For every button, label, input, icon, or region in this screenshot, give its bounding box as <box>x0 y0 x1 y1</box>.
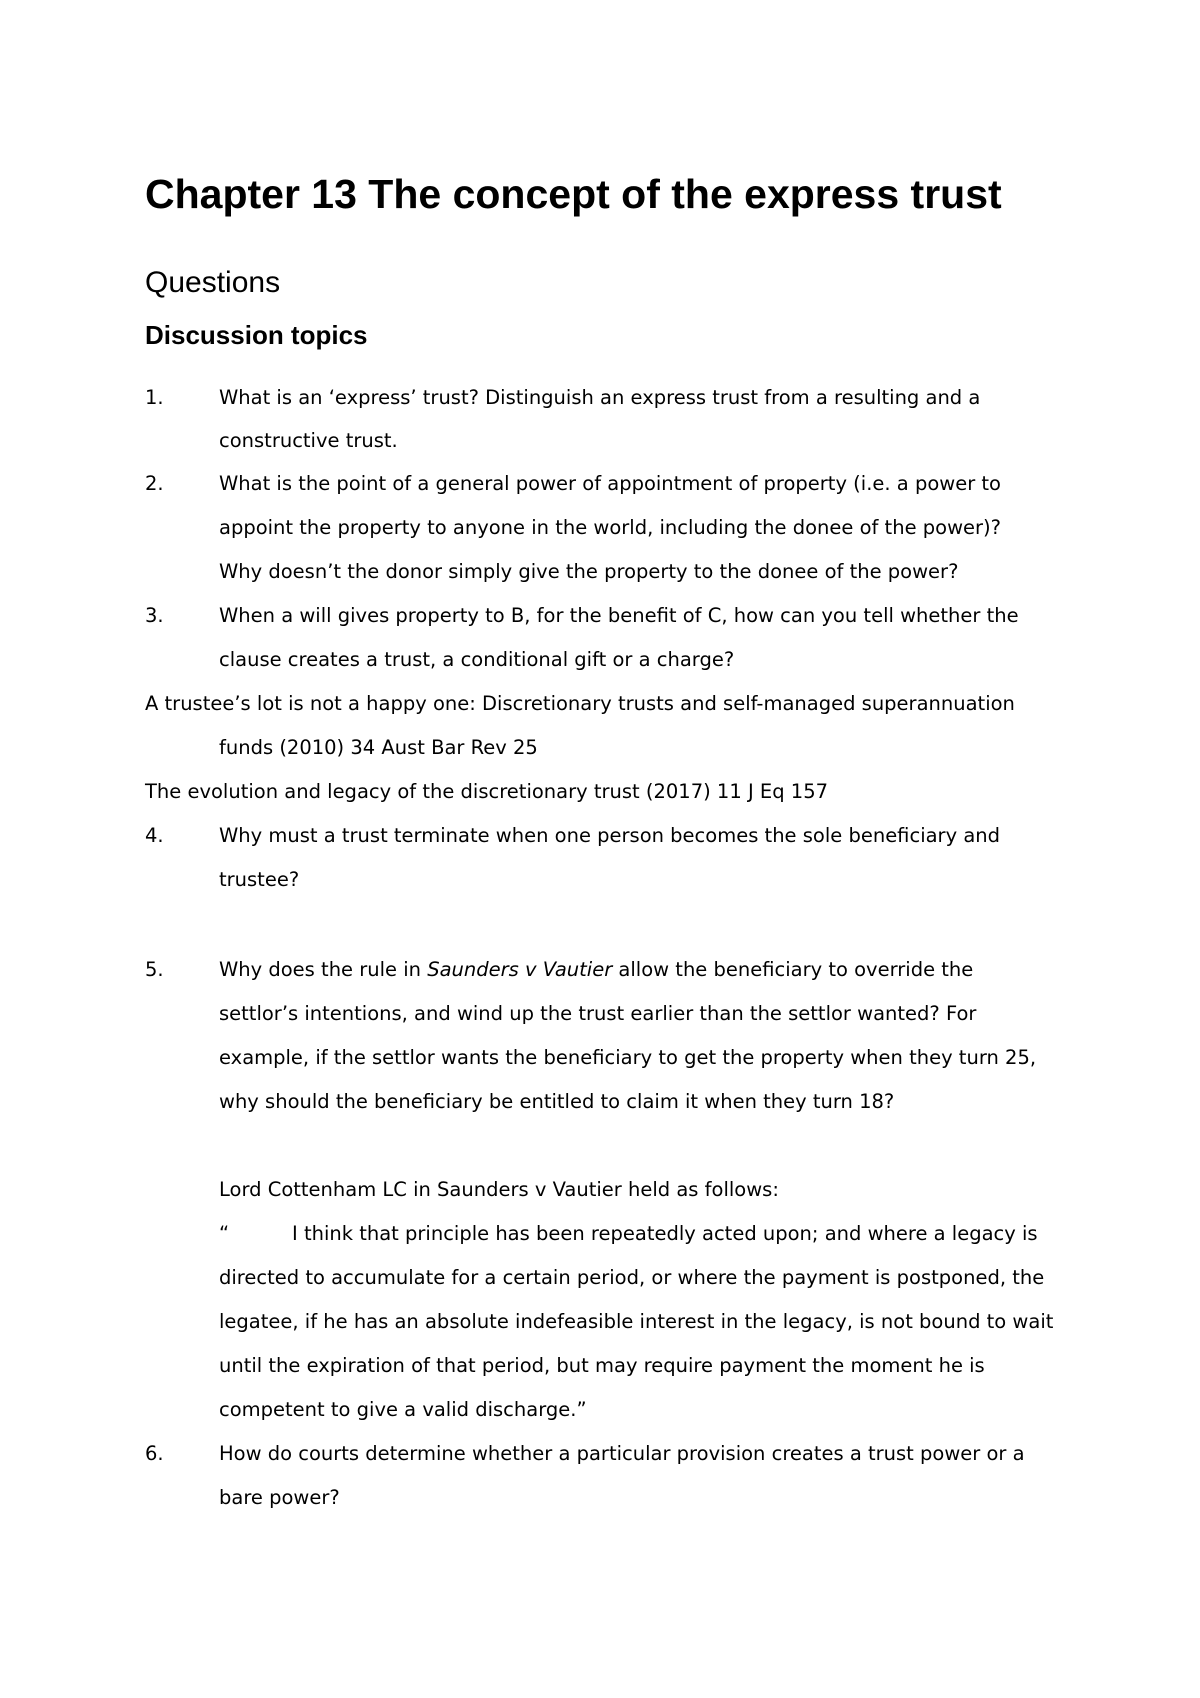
item-5-line: settlor’s intentions, and wind up the trust earlier than the settlor wanted? For <box>219 1002 977 1025</box>
item-5-line <box>219 955 973 985</box>
item-5-number: 5. <box>145 958 164 981</box>
questions-heading: Questions <box>145 266 281 299</box>
quote-open-mark: “ <box>219 1222 230 1245</box>
item-4-line: trustee? <box>219 868 300 891</box>
item-5-text: allow the beneficiary to override the <box>612 958 974 981</box>
item-6-line: How do courts determine whether a particular provision creates a trust power or a <box>219 1442 1025 1465</box>
item-1-number: 1. <box>145 386 164 409</box>
item-2-line: What is the point of a general power of appointment of property (i.e. a power to <box>219 472 1001 495</box>
item-2-line: Why doesn’t the donor simply give the property to the donee of the power? <box>219 560 959 583</box>
quote-line: until the expiration of that period, but may require payment the moment he is <box>219 1354 985 1377</box>
reference-citation: A trustee’s lot is not a happy one: Discretionary trusts and self-managed superannuation <box>145 692 1015 715</box>
item-4-line: Why must a trust terminate when one person becomes the sole beneficiary and <box>219 824 1000 847</box>
case-name: Saunders v Vautier <box>427 958 613 981</box>
item-5-line: example, if the settlor wants the beneficiary to get the property when they turn 25, <box>219 1046 1037 1069</box>
item-1-line: constructive trust. <box>219 429 398 452</box>
chapter-title: Chapter 13 The concept of the express trust <box>145 171 1002 217</box>
reference-citation-continued: funds (2010) 34 Aust Bar Rev 25 <box>219 736 538 759</box>
discussion-topics-heading: Discussion topics <box>145 320 368 350</box>
quote-line: legatee, if he has an absolute indefeasible interest in the legacy, is not bound to wait <box>219 1310 1054 1333</box>
item-4-number: 4. <box>145 824 164 847</box>
quote-line: directed to accumulate for a certain period, or where the payment is postponed, the <box>219 1266 1045 1289</box>
quote-line: I think that principle has been repeatedly acted upon; and where a legacy is <box>292 1222 1038 1245</box>
item-3-line: clause creates a trust, a conditional gift or a charge? <box>219 648 735 671</box>
item-6-number: 6. <box>145 1442 164 1465</box>
item-1-line: What is an ‘express’ trust? Distinguish an express trust from a resulting and a <box>219 386 981 409</box>
item-3-number: 3. <box>145 604 164 627</box>
quote-intro: Lord Cottenham LC in Saunders v Vautier held as follows: <box>219 1178 779 1201</box>
reference-citation: The evolution and legacy of the discretionary trust (2017) 11 J Eq 157 <box>145 780 829 803</box>
item-5-line: why should the beneficiary be entitled to claim it when they turn 18? <box>219 1090 895 1113</box>
item-2-number: 2. <box>145 472 164 495</box>
item-3-line: When a will gives property to B, for the benefit of C, how can you tell whether the <box>219 604 1019 627</box>
item-2-line: appoint the property to anyone in the world, including the donee of the power)? <box>219 516 1001 539</box>
item-5-text: Why does the rule in <box>219 958 428 981</box>
quote-line: competent to give a valid discharge.” <box>219 1398 587 1421</box>
item-6-line: bare power? <box>219 1486 340 1509</box>
